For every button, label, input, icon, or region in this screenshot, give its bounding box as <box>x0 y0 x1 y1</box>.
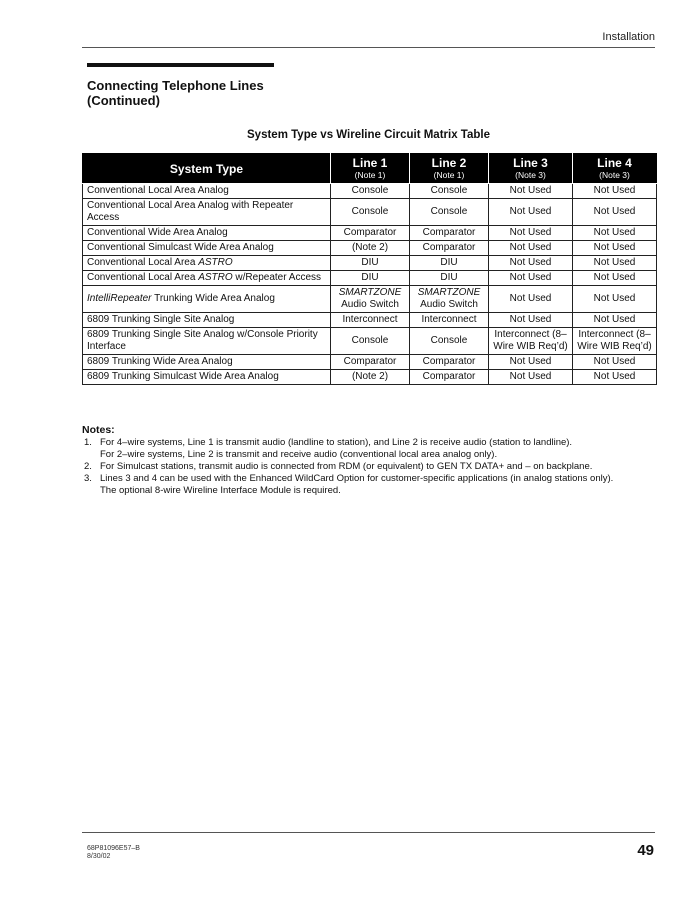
note-number: 1. <box>84 437 92 448</box>
column-header-system-type <box>83 154 331 184</box>
note-item <box>82 461 662 473</box>
cell-line4: Not Used <box>573 199 657 226</box>
cell-line3: Not Used <box>489 226 573 241</box>
line2-emphasis: SMARTZONE <box>417 287 481 298</box>
note-text: For Simulcast stations, transmit audio is connected from RDM (or equivalent) to GEN TX DATA+ and – on backplane. <box>100 461 593 472</box>
footer-date: 8/30/02 <box>87 853 111 860</box>
cell-line1: (Note 2) <box>331 241 410 256</box>
cell-line4: Not Used <box>573 241 657 256</box>
cell-line3: Not Used <box>489 241 573 256</box>
cell-line3: Not Used <box>489 313 573 328</box>
cell-line3: Not Used <box>489 184 573 199</box>
table-row <box>83 256 657 271</box>
page-number: 49 <box>637 842 654 859</box>
cell-line2: Console <box>410 328 489 355</box>
cell-system-type <box>83 271 331 286</box>
column-header-label: Line 2 <box>431 156 467 170</box>
column-header-line1 <box>331 154 410 184</box>
note-number: 3. <box>84 473 92 484</box>
cell-line1: DIU <box>331 256 410 271</box>
note-item <box>82 473 662 497</box>
note-text: Lines 3 and 4 can be used with the Enhanced WildCard Option for customer-specific applications (in analog stations only). <box>100 473 614 484</box>
cell-line2 <box>410 286 489 313</box>
cell-line3: Not Used <box>489 355 573 370</box>
cell-line2: DIU <box>410 256 489 271</box>
footer-doc-number: 68P81096E57–B <box>87 845 140 852</box>
footer-rule <box>82 832 655 833</box>
section-title-line1: Connecting Telephone Lines <box>87 78 264 93</box>
cell-line1: Comparator <box>331 355 410 370</box>
system-suffix: w/Repeater Access <box>232 272 322 283</box>
cell-line3: Not Used <box>489 256 573 271</box>
table-row <box>83 370 657 385</box>
column-header-label: System Type <box>169 161 244 176</box>
note-item <box>82 437 662 461</box>
cell-line4: Not Used <box>573 313 657 328</box>
cell-line1: Console <box>331 184 410 199</box>
cell-line1: Comparator <box>331 226 410 241</box>
system-suffix: Trunking Wide Area Analog <box>151 293 275 304</box>
table-row <box>83 271 657 286</box>
cell-line2: DIU <box>410 271 489 286</box>
line1-text: Audio Switch <box>341 299 399 310</box>
system-wireline-matrix-table <box>82 153 657 385</box>
cell-system-type <box>83 256 331 271</box>
cell-line4: Interconnect (8–Wire WIB Req’d) <box>573 328 657 355</box>
table-row <box>83 184 657 199</box>
notes-section <box>82 424 662 497</box>
cell-line1: DIU <box>331 271 410 286</box>
cell-line2: Console <box>410 184 489 199</box>
column-header-note: (Note 1) <box>433 170 465 180</box>
cell-line1 <box>331 286 410 313</box>
header-section-label: Installation <box>602 31 655 43</box>
cell-line4: Not Used <box>573 370 657 385</box>
column-header-label: Line 1 <box>352 156 388 170</box>
column-header-note: (Note 1) <box>354 170 386 180</box>
table-row <box>83 241 657 256</box>
column-header-note: (Note 3) <box>515 170 546 180</box>
note-number: 2. <box>84 461 92 472</box>
section-title-bar <box>87 63 274 67</box>
cell-line1: Interconnect <box>331 313 410 328</box>
cell-line2: Comparator <box>410 226 489 241</box>
cell-system-type: 6809 Trunking Simulcast Wide Area Analog <box>83 370 331 385</box>
cell-line3: Interconnect (8–Wire WIB Req’d) <box>489 328 573 355</box>
table-row <box>83 199 657 226</box>
table-row <box>83 313 657 328</box>
cell-line2: Console <box>410 199 489 226</box>
note-text: For 2–wire systems, Line 2 is transmit and receive audio (conventional local area analog only). <box>100 449 498 460</box>
column-header-label: Line 4 <box>597 156 632 170</box>
notes-title: Notes: <box>82 424 115 436</box>
cell-line2: Interconnect <box>410 313 489 328</box>
cell-line3: Not Used <box>489 199 573 226</box>
cell-system-type: 6809 Trunking Wide Area Analog <box>83 355 331 370</box>
cell-line4: Not Used <box>573 256 657 271</box>
cell-line2: Comparator <box>410 241 489 256</box>
system-prefix: Conventional Local Area <box>87 272 199 283</box>
note-text: For 4–wire systems, Line 1 is transmit audio (landline to station), and Line 2 is receive audio (station to landline). <box>100 437 573 448</box>
cell-line1: Console <box>331 199 410 226</box>
table-row <box>83 328 657 355</box>
cell-system-type: Conventional Local Area Analog with Repeater Access <box>83 199 331 226</box>
cell-line2: Comparator <box>410 355 489 370</box>
system-emphasis: IntelliRepeater <box>87 293 152 304</box>
column-header-label: Line 3 <box>513 156 548 170</box>
cell-line4: Not Used <box>573 184 657 199</box>
cell-system-type: Conventional Simulcast Wide Area Analog <box>83 241 331 256</box>
footer-document-info <box>87 845 140 861</box>
cell-line4: Not Used <box>573 355 657 370</box>
cell-line3: Not Used <box>489 370 573 385</box>
cell-line4: Not Used <box>573 286 657 313</box>
cell-system-type <box>83 286 331 313</box>
table-row <box>83 286 657 313</box>
cell-line1: (Note 2) <box>331 370 410 385</box>
cell-system-type: 6809 Trunking Single Site Analog <box>83 313 331 328</box>
section-title-line2: (Continued) <box>87 93 160 108</box>
cell-line1: Console <box>331 328 410 355</box>
column-header-line4 <box>573 154 657 184</box>
cell-line4: Not Used <box>573 271 657 286</box>
cell-line3: Not Used <box>489 286 573 313</box>
header-rule <box>82 47 655 48</box>
line2-text: Audio Switch <box>420 299 478 310</box>
cell-system-type: Conventional Wide Area Analog <box>83 226 331 241</box>
cell-system-type: 6809 Trunking Single Site Analog w/Console Priority Interface <box>83 328 331 355</box>
cell-line2: Comparator <box>410 370 489 385</box>
section-title <box>87 78 264 108</box>
cell-line4: Not Used <box>573 226 657 241</box>
system-emphasis: ASTRO <box>198 257 233 268</box>
line1-emphasis: SMARTZONE <box>338 287 402 298</box>
cell-line3: Not Used <box>489 271 573 286</box>
table-row <box>83 355 657 370</box>
note-text: The optional 8-wire Wireline Interface Module is required. <box>100 485 341 496</box>
column-header-line3 <box>489 154 573 184</box>
system-emphasis: ASTRO <box>198 272 233 283</box>
table-row <box>83 226 657 241</box>
cell-system-type: Conventional Local Area Analog <box>83 184 331 199</box>
table-header-row <box>83 154 657 184</box>
column-header-note: (Note 3) <box>599 170 630 180</box>
column-header-line2 <box>410 154 489 184</box>
table-caption: System Type vs Wireline Circuit Matrix Table <box>247 129 490 141</box>
system-prefix: Conventional Local Area <box>87 257 199 268</box>
